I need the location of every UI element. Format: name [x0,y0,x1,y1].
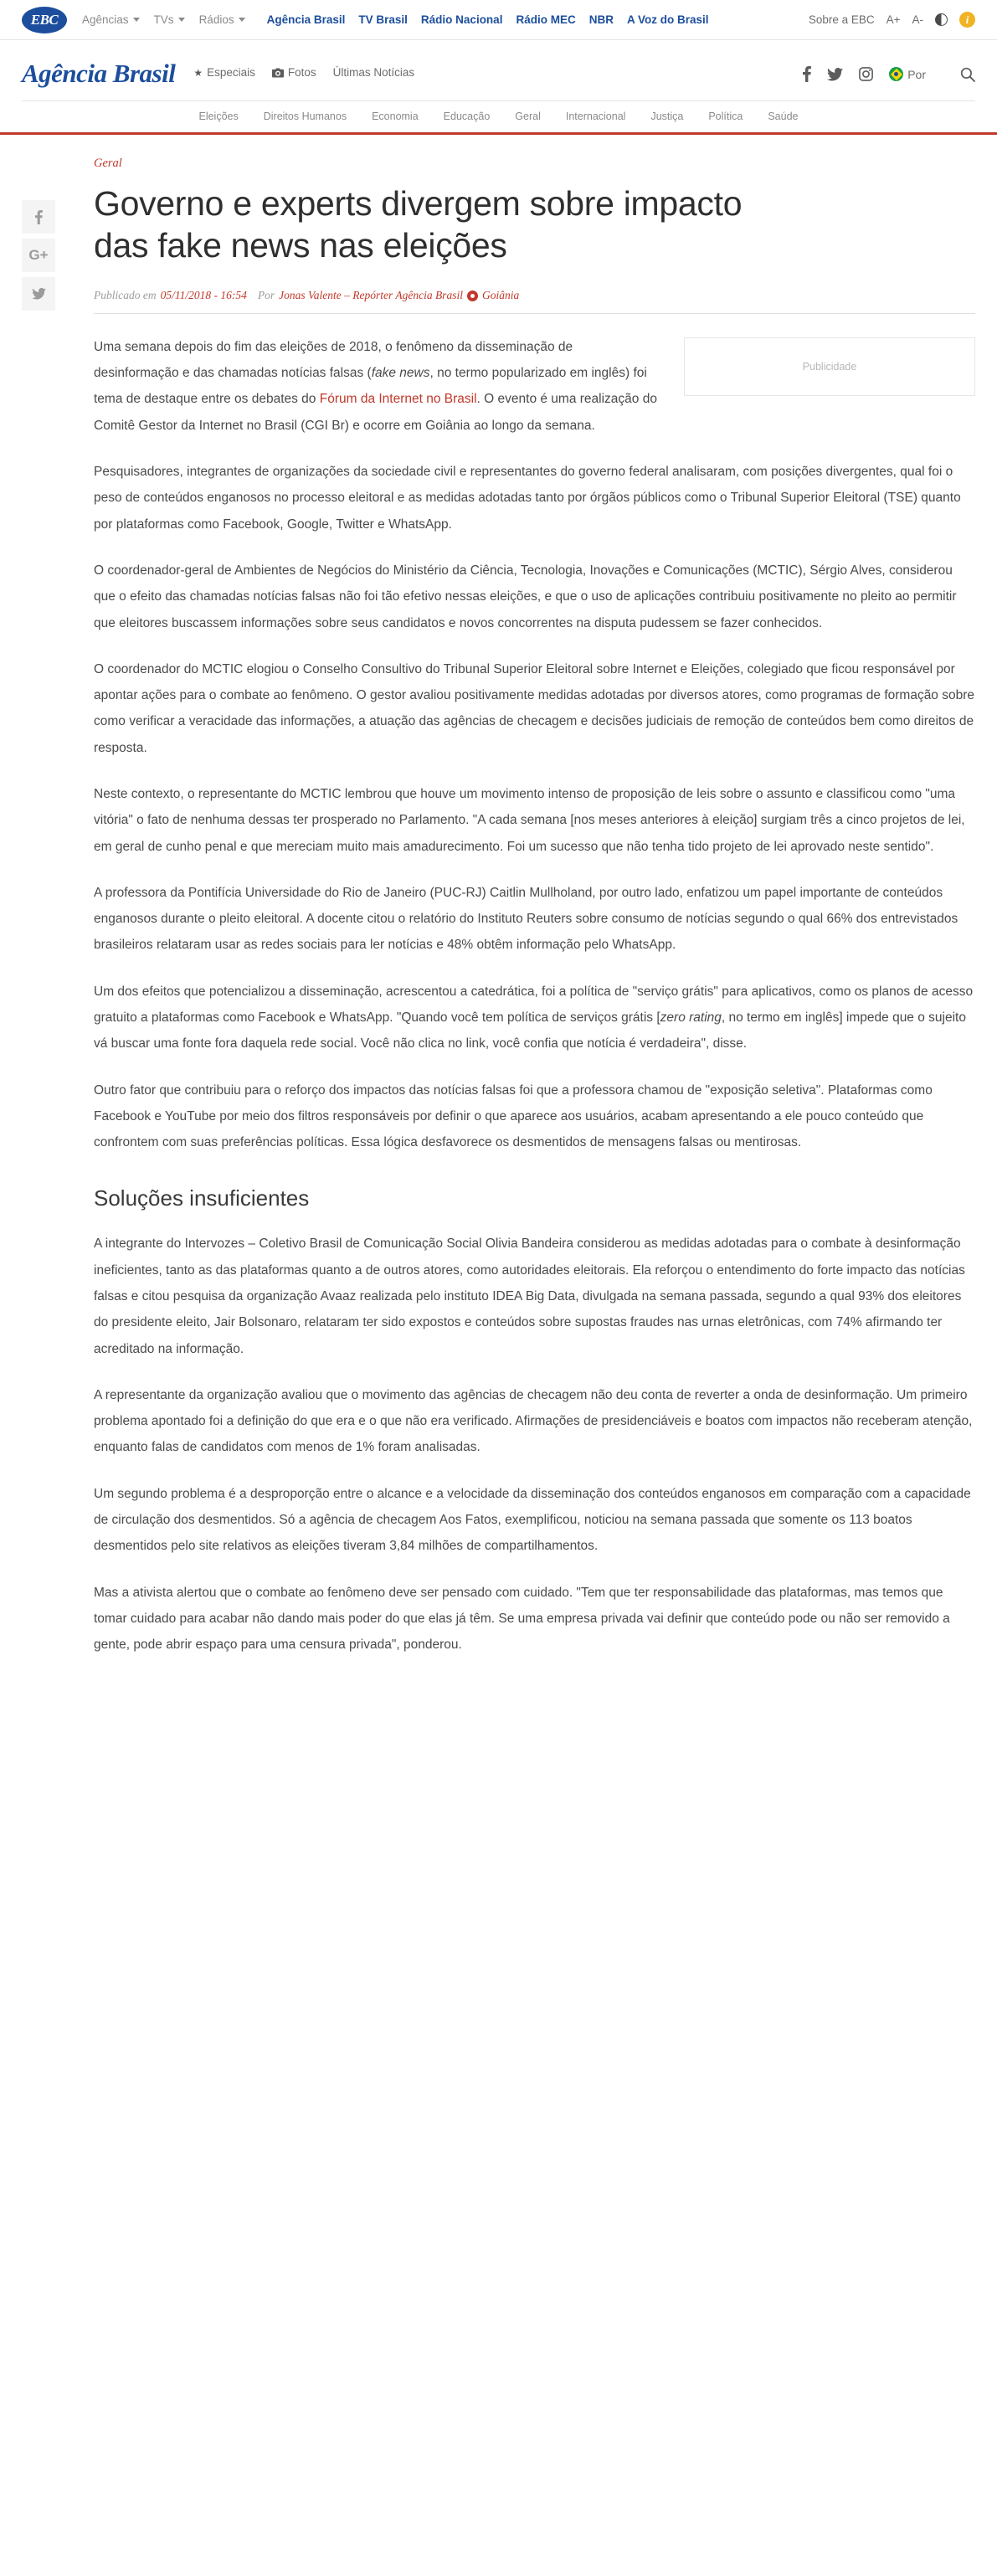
category-educacao[interactable]: Educação [443,111,491,122]
brazil-flag-icon [889,67,903,81]
language-selector[interactable] [889,67,926,81]
article-kicker[interactable]: Geral [94,157,122,170]
category-direitos-humanos[interactable]: Direitos Humanos [263,111,347,122]
header-link-especiais-label: Especiais [207,66,255,79]
article-paragraph-9: A integrante do Intervozes – Coletivo Brasil de Comunicação Social Olivia Bandeira considerou as medidas adotadas para o combate à desinformação ineficientes, tanto as das plataformas quanto a de outros atores, como autoridades eleitorais. Ela reforçou o entendimento do forte impacto das notícias falsas e citou pesquisa da organização Avaaz realizada pelo instituto IDEA Big Data, divulgada na semana passada, segundo a qual 93% dos eleitores do presidente eleito, Jair Bolsonaro, relataram ter sido expostos e conteúdos sobre supostas fraudes nas urnas eletrônicas, com 74% afirmando ter acreditado na informação. [94,1237,965,1356]
chevron-down-icon [178,18,185,22]
byline-published-date: 05/11/2018 - 16:54 [160,288,247,301]
ebc-dropdown-radios[interactable] [199,13,245,26]
article-subheading: Soluções insuficientes [94,1185,310,1211]
ebc-brand-nbr[interactable]: NBR [588,13,614,26]
category-justica[interactable]: Justiça [650,111,684,122]
ebc-dropdown-tvs-label: TVs [153,13,174,26]
advertisement-box[interactable] [684,337,975,396]
chevron-down-icon [133,18,140,22]
site-logo-agencia-brasil[interactable]: Agência Brasil [22,59,176,88]
article-body [94,334,975,1658]
site-header [0,40,997,89]
article-paragraph-1: Uma semana depois do fim das eleições de 2018, o fenômeno da disseminação de desinformação e das chamadas notícias falsas (fake news, no termo popularizado em inglês) foi tema de destaque entre os debates do Fórum da Internet no Brasil. O evento é uma realização do Comitê Gestor da Internet no Brasil (CGI Br) e ocorre em Goiânia ao longo da semana. [94,339,657,433]
ebc-brand-radio-nacional[interactable]: Rádio Nacional [420,13,503,26]
header-link-fotos-label: Fotos [287,66,316,79]
ebc-logo[interactable]: EBC [22,7,67,33]
share-googleplus-label: G+ [28,247,49,263]
category-economia[interactable]: Economia [372,111,419,122]
ebc-utility-nav [809,12,975,28]
about-ebc-link[interactable]: Sobre a EBC [808,13,875,26]
ebc-brand-a-voz-do-brasil[interactable]: A Voz do Brasil [626,13,709,26]
location-pin-icon [467,291,478,301]
ebc-dropdown-radios-label: Rádios [198,13,234,26]
header-nav [193,59,414,79]
byline-author: Jonas Valente – Repórter Agência Brasil [279,288,463,301]
share-twitter-button[interactable] [22,277,55,311]
increase-font-button[interactable]: A+ [886,13,901,26]
article-paragraph-3: O coordenador-geral de Ambientes de Negócios do Ministério da Ciência, Tecnologia, Inovações e Comunicações (MCTIC), Sérgio Alves, considerou que o efeito das chamadas notícias falsas não foi tão efetivo nessas eleições, e que o uso de aplicações contribuiu positivamente no pleito ao permitir que eleitores buscassem informações sobre seus candidatos e novos concorrentes na disputa pudessem se fazer conhecidos. [94,563,957,630]
ebc-brand-radio-mec[interactable]: Rádio MEC [516,13,576,26]
chevron-down-icon [239,18,245,22]
share-googleplus-button[interactable] [22,239,55,272]
ebc-brand-tv-brasil[interactable]: TV Brasil [358,13,408,26]
article-paragraph-6: A professora da Pontifícia Universidade do Rio de Janeiro (PUC-RJ) Caitlin Mullholand, por outro lado, enfatizou um papel importante de conteúdos enganosos durante o pleito eleitoral. A docente citou o relatório do Instituto Reuters sobre consumo de notícias segundo o qual 66% dos entrevistados brasileiros relataram usar as redes sociais para ler notícias e 48% obtêm informação pelo WhatsApp. [94,885,958,953]
byline-published-label: Publicado em [94,288,157,301]
ebc-brand-links [267,13,709,26]
header-link-fotos[interactable] [272,66,316,79]
ebc-dropdown-agencias[interactable] [82,13,140,26]
decrease-font-button[interactable]: A- [912,13,923,26]
ebc-dropdown-tvs[interactable] [154,13,185,26]
byline-author-prefix: Por [257,288,275,301]
ebc-brand-agencia-brasil[interactable]: Agência Brasil [266,13,346,26]
category-nav [0,101,997,132]
article-paragraph-8: Outro fator que contribuiu para o reforço dos impactos das notícias falsas foi que a professora chamou de "exposição seletiva". Plataformas como Facebook e YouTube por meio dos filtros responsáveis por definir o que aparece aos usuários, acabam apresentando a ele pouco conteúdo que confrontem com suas preferências políticas. Essa lógica desfavorece os desmentidos de mensagens falsas ou mentirosas. [94,1082,933,1150]
article-paragraph-2: Pesquisadores, integrantes de organizações da sociedade civil e representantes do governo federal analisaram, com posições divergentes, qual foi o peso de conteúdos enganosos no processo eleitoral e as medidas adotadas tanto por órgãos públicos como o Tribunal Superior Eleitoral (TSE) quanto por plataformas como Facebook, Google, Twitter e WhatsApp. [94,465,961,532]
category-internacional[interactable]: Internacional [565,111,626,122]
article-paragraph-7: Um dos efeitos que potencializou a disseminação, acrescentou a catedrática, foi a política de "serviço grátis" para aplicativos, como os planos de acesso gratuito a plataformas como Facebook e WhatsApp. "Quando você tem política de serviços grátis [zero rating, no termo em inglês] impede que o sujeito vá buscar uma fonte fora daquela rede social. Você não clica no link, você confia que notícia é verdadeira", disse. [94,984,974,1051]
camera-icon [272,68,284,78]
article-container [0,135,997,1692]
article-byline [94,289,975,314]
twitter-icon[interactable] [827,68,843,81]
category-saude[interactable]: Saúde [768,111,799,122]
star-icon: ★ [193,66,203,79]
instagram-icon[interactable] [859,67,873,81]
header-link-especiais[interactable] [193,66,255,79]
byline-location: Goiânia [481,288,520,301]
article-paragraph-5: Neste contexto, o representante do MCTIC lembrou que houve um movimento intenso de proposição de leis sobre o assunto e classificou como "uma vitória" o fato de nenhuma dessas ter prosperado no Parlamento. "A cada semana [nos meses anteriores à eleição] surgiam três a cinco projetos de lei, em geral de cunho penal e que mereciam muito mais amadurecimento. Foi um sucesso que não tenha tido projeto de lei aprovado neste sentido". [94,787,965,854]
language-label: Por [907,67,926,81]
share-sidebar [22,157,70,1658]
article-paragraph-10: A representante da organização avaliou que o movimento das agências de checagem não deu conta de reverter a onda de desinformação. Um primeiro problema apontado foi a definição do que era e o que não era verificado. Afirmações de presidenciáveis e boatos com impactos não receberam atenção, enquanto falas de candidatos com menos de 1% foram analisadas. [94,1387,973,1455]
ebc-dropdown-nav [82,13,245,26]
article-paragraph-11: Um segundo problema é a desproporção entre o alcance e a velocidade da disseminação dos conteúdos enganosos em comparação com a capacidade de circulação dos desmentidos. Só a agência de checagem Aos Fatos, exemplificou, noticiou na semana passada que somente os 113 boatos desmentidos pelo site relativos as eleições tiveram 3,84 milhões de compartilhamentos. [94,1486,971,1554]
category-geral[interactable]: Geral [515,111,541,122]
page-title: Governo e experts divergem sobre impacto das fake news nas eleições [94,184,743,265]
article-paragraph-4: O coordenador do MCTIC elogiou o Conselho Consultivo do Tribunal Superior Eleitoral sobre Internet e Eleições, colegiado que ficou responsável por apontar ações para o combate ao fenômeno. O gestor avaliou positivamente medidas adotadas por diversos atores, como programas de formação sobre como verificar a veracidade das informações, a atuação das agências de checagem e decisões judiciais de remoção de conteúdos bem como direitos de resposta. [94,661,975,755]
contrast-icon[interactable] [935,13,948,26]
header-link-ultimas-noticias[interactable] [333,66,415,79]
ebc-top-bar [0,0,997,40]
info-icon[interactable]: i [959,12,975,28]
search-icon[interactable] [960,67,975,82]
facebook-icon[interactable] [803,66,811,82]
share-facebook-button[interactable] [22,200,55,234]
ebc-dropdown-agencias-label: Agências [82,13,129,26]
header-link-ultimas-noticias-label: Últimas Notícias [332,66,415,79]
header-right-tools [803,59,975,82]
category-politica[interactable]: Política [708,111,743,122]
article-main [70,157,975,1658]
category-eleicoes[interactable]: Eleições [198,111,239,122]
article-paragraph-12: Mas a ativista alertou que o combate ao fenômeno deve ser pensado com cuidado. "Tem que ter responsabilidade das plataformas, mas temos que tomar cuidado para acabar não dando mais poder do que elas já têm. Se uma empresa privada vai definir que conteúdo pode ou não ser removido a gente, pode abrir espaço para uma censura privada", ponderou. [94,1585,950,1653]
advertisement-label: Publicidade [802,360,857,373]
